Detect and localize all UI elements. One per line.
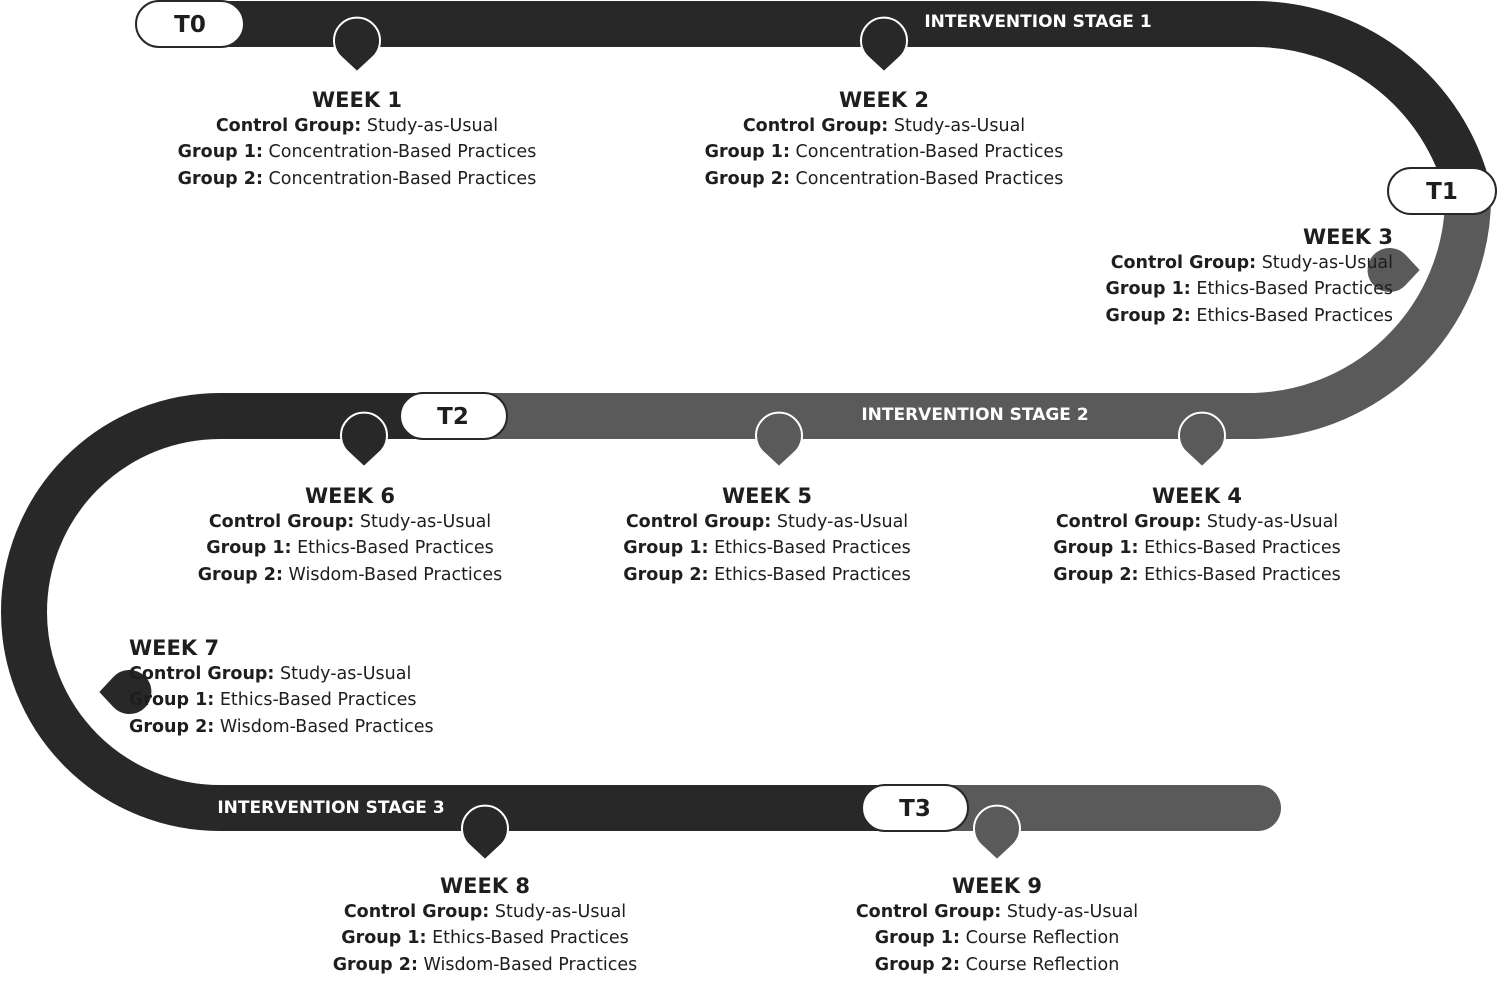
row-value: Ethics-Based Practices — [297, 538, 494, 559]
week-1-marker-icon — [334, 18, 380, 72]
stage-2-label: INTERVENTION STAGE 2 — [861, 405, 1089, 425]
row-label: Control Group: — [343, 902, 490, 922]
row-label: Group 1: — [704, 142, 790, 163]
week-6-block — [198, 483, 503, 588]
row-label: Group 1: — [341, 928, 427, 949]
row-value: Study-as-Usual — [280, 664, 412, 684]
control-group-row — [333, 899, 638, 925]
row-value: Study-as-Usual — [1006, 902, 1139, 922]
week-title: WEEK 1 — [311, 88, 403, 112]
row-value: Study-as-Usual — [776, 512, 909, 532]
row-value: Study-as-Usual — [1206, 512, 1339, 532]
week-7-block — [129, 635, 434, 740]
row-label: Group 2: — [332, 954, 418, 975]
week-2-marker-icon — [861, 18, 907, 72]
week-title: WEEK 6 — [304, 484, 396, 508]
group-1-row — [856, 925, 1138, 951]
timepoint-t2-label: T2 — [437, 404, 469, 430]
week-9-marker-icon — [974, 806, 1020, 860]
row-value: Ethics-Based Practices — [714, 538, 911, 559]
week-4-marker-icon — [1179, 413, 1225, 467]
row-value: Ethics-Based Practices — [219, 690, 417, 711]
row-label: Group 1: — [874, 928, 960, 949]
row-value: Wisdom-Based Practices — [288, 564, 503, 585]
row-value: Study-as-Usual — [494, 902, 627, 922]
control-group-row — [623, 509, 910, 535]
row-label: Group 1: — [206, 538, 292, 559]
row-value: Study-as-Usual — [1261, 253, 1393, 273]
week-9-block — [856, 873, 1138, 978]
row-value: Study-as-Usual — [359, 512, 492, 532]
group-1-row — [129, 687, 434, 713]
week-6-marker-icon — [341, 413, 387, 467]
week-1-block — [178, 87, 537, 192]
control-group-row — [1106, 250, 1393, 276]
group-2-row — [198, 562, 503, 588]
road-stage-3 — [24, 416, 915, 808]
week-title: WEEK 9 — [951, 874, 1043, 898]
timepoint-t1-label: T1 — [1426, 179, 1458, 205]
week-title: WEEK 3 — [1302, 225, 1393, 249]
timepoint-t3 — [862, 785, 968, 831]
group-2-row — [623, 562, 910, 588]
row-label: Group 2: — [177, 168, 263, 189]
row-value: Ethics-Based Practices — [1144, 538, 1341, 559]
timepoint-t1 — [1388, 168, 1496, 214]
group-2-row — [178, 166, 537, 192]
row-value: Course Reflection — [965, 928, 1120, 949]
control-group-row — [856, 899, 1138, 925]
row-label: Control Group: — [129, 664, 275, 684]
row-label: Control Group: — [742, 116, 889, 136]
week-5-block — [623, 483, 910, 588]
row-label: Group 1: — [623, 538, 709, 559]
group-2-row — [705, 166, 1064, 192]
group-2-row — [129, 714, 434, 740]
group-1-row — [1106, 276, 1393, 302]
control-group-row — [1053, 509, 1340, 535]
group-1-row — [1053, 535, 1340, 561]
row-value: Concentration-Based Practices — [268, 142, 537, 163]
group-2-row — [1106, 303, 1393, 329]
row-label: Control Group: — [208, 512, 355, 532]
week-3-block — [1106, 224, 1393, 329]
group-1-row — [198, 535, 503, 561]
week-title: WEEK 7 — [129, 636, 220, 660]
row-value: Concentration-Based Practices — [795, 168, 1064, 189]
row-label: Control Group: — [215, 116, 362, 136]
row-label: Group 2: — [874, 954, 960, 975]
group-2-row — [333, 952, 638, 978]
row-value: Ethics-Based Practices — [1196, 305, 1393, 326]
row-value: Ethics-Based Practices — [1144, 564, 1341, 585]
row-label: Group 2: — [623, 564, 709, 585]
row-label: Group 2: — [1105, 305, 1191, 326]
group-1-row — [178, 139, 537, 165]
row-value: Wisdom-Based Practices — [219, 716, 434, 737]
timepoint-t2 — [400, 393, 507, 439]
group-1-row — [623, 535, 910, 561]
group-2-row — [1053, 562, 1340, 588]
week-5-marker-icon — [756, 413, 802, 467]
timepoint-t0-label: T0 — [174, 12, 206, 38]
row-label: Group 2: — [197, 564, 283, 585]
timepoint-t0 — [136, 1, 244, 47]
week-title: WEEK 2 — [838, 88, 930, 112]
row-label: Control Group: — [1110, 253, 1257, 273]
week-title: WEEK 8 — [439, 874, 531, 898]
row-label: Group 2: — [129, 716, 215, 737]
week-8-marker-icon — [462, 806, 508, 860]
control-group-row — [178, 113, 537, 139]
row-label: Control Group: — [625, 512, 772, 532]
row-value: Study-as-Usual — [893, 116, 1026, 136]
row-value: Ethics-Based Practices — [1196, 279, 1393, 300]
row-value: Course Reflection — [965, 954, 1120, 975]
row-value: Concentration-Based Practices — [795, 142, 1064, 163]
timepoint-t3-label: T3 — [899, 796, 931, 822]
row-value: Ethics-Based Practices — [714, 564, 911, 585]
row-label: Control Group: — [855, 902, 1002, 922]
group-1-row — [333, 925, 638, 951]
week-2-block — [705, 87, 1064, 192]
group-2-row — [856, 952, 1138, 978]
control-group-row — [198, 509, 503, 535]
row-value: Concentration-Based Practices — [268, 168, 537, 189]
week-title: WEEK 5 — [721, 484, 813, 508]
row-label: Control Group: — [1055, 512, 1202, 532]
group-1-row — [705, 139, 1064, 165]
row-label: Group 2: — [704, 168, 790, 189]
row-label: Group 1: — [129, 690, 215, 711]
row-label: Group 2: — [1053, 564, 1139, 585]
row-value: Ethics-Based Practices — [432, 928, 629, 949]
stage-3-label: INTERVENTION STAGE 3 — [217, 798, 445, 818]
row-label: Group 1: — [1053, 538, 1139, 559]
control-group-row — [705, 113, 1064, 139]
week-title: WEEK 4 — [1151, 484, 1243, 508]
row-value: Study-as-Usual — [366, 116, 499, 136]
stage-1-label: INTERVENTION STAGE 1 — [924, 12, 1152, 32]
control-group-row — [129, 661, 434, 687]
row-label: Group 1: — [177, 142, 263, 163]
row-label: Group 1: — [1105, 279, 1191, 300]
row-value: Wisdom-Based Practices — [423, 954, 638, 975]
week-8-block — [333, 873, 638, 978]
week-4-block — [1053, 483, 1340, 588]
